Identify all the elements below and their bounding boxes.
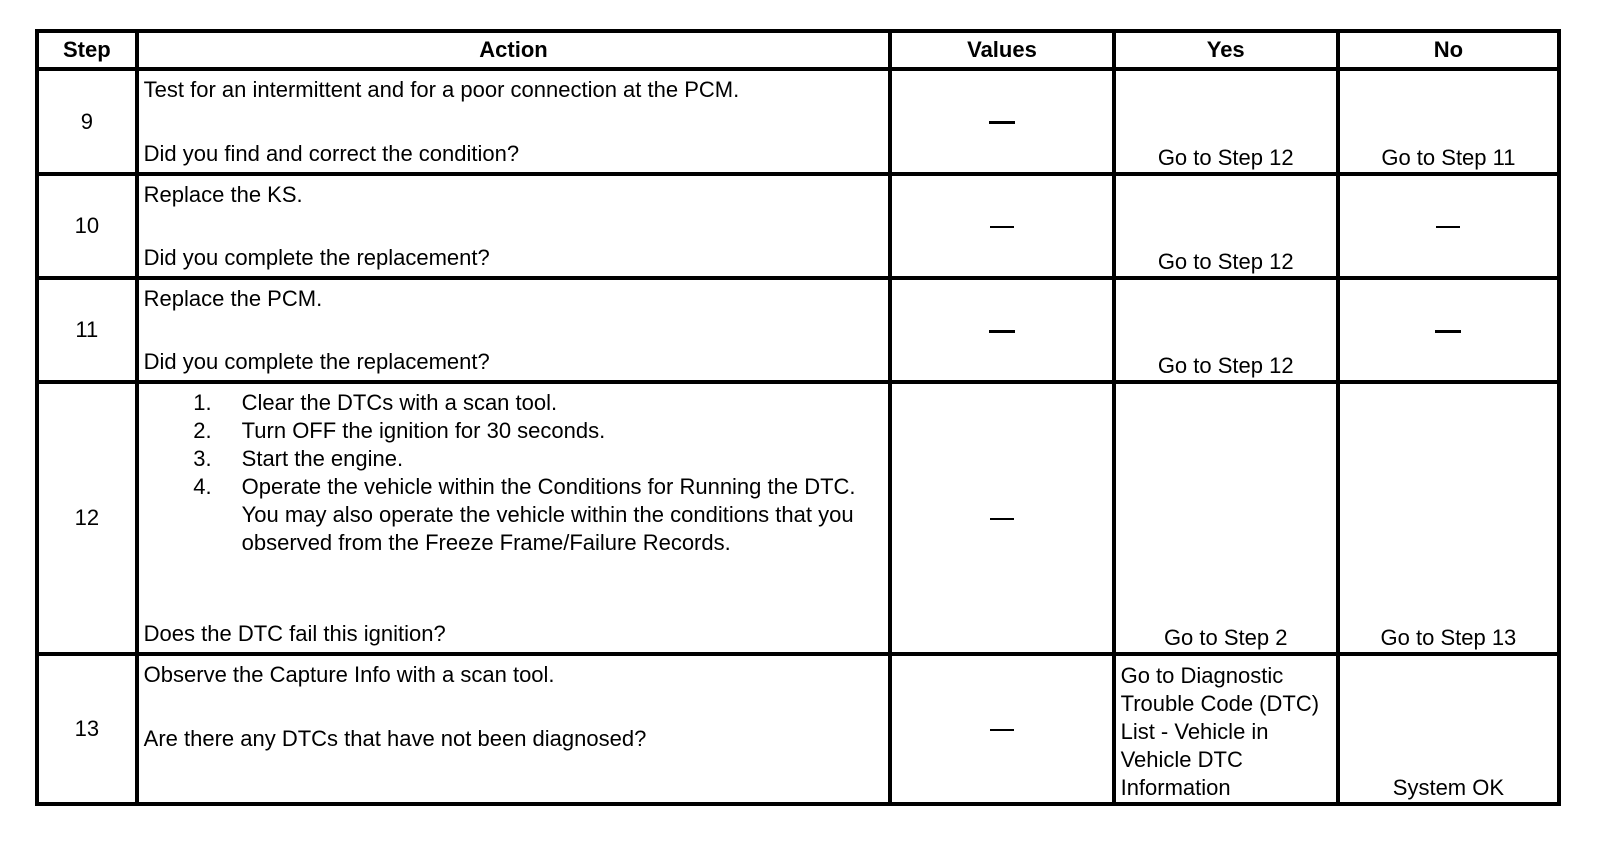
yes-cell[interactable]: Go to Step 12 <box>1114 174 1338 278</box>
no-cell[interactable]: System OK <box>1338 654 1559 804</box>
list-item-number: 4. <box>193 474 212 499</box>
action-question: Does the DTC fail this ignition? <box>143 621 446 646</box>
action-question: Did you complete the replacement? <box>143 245 490 270</box>
action-instruction: Test for an intermittent and for a poor connection at the PCM. <box>143 77 740 102</box>
value-dash <box>990 226 1014 228</box>
yes-cell[interactable]: Go to Step 2 <box>1114 382 1338 654</box>
table-row <box>37 278 1559 382</box>
action-cell <box>137 174 891 278</box>
action-question: Did you find and correct the condition? <box>143 141 520 166</box>
list-item <box>144 417 881 445</box>
values-cell <box>890 382 1113 654</box>
no-cell <box>1338 278 1559 382</box>
action-instruction: Observe the Capture Info with a scan tool. <box>143 662 555 687</box>
list-item <box>144 473 881 557</box>
yes-cell[interactable]: Go to Step 12 <box>1114 69 1338 174</box>
value-dash <box>989 121 1015 124</box>
values-cell <box>890 174 1113 278</box>
list-item-text: Operate the vehicle within the Conditions for Running the DTC. You may also operate the vehicle within the conditions that you observed from the Freeze Frame/Failure Records. <box>241 474 856 555</box>
step-number: 9 <box>37 69 137 174</box>
action-cell <box>137 278 891 382</box>
dtc-list-link[interactable]: Go to Diagnostic Trouble Code (DTC) List - Vehicle in Vehicle DTC Information <box>1120 663 1320 800</box>
value-dash <box>1435 330 1461 333</box>
values-cell <box>890 69 1113 174</box>
action-cell <box>137 654 891 804</box>
header-no: No <box>1338 31 1559 69</box>
step-number: 13 <box>37 654 137 804</box>
yes-cell[interactable] <box>1114 654 1338 804</box>
header-row <box>37 31 1559 69</box>
yes-cell[interactable]: Go to Step 12 <box>1114 278 1338 382</box>
table-row <box>37 174 1559 278</box>
step-number: 12 <box>37 382 137 654</box>
value-dash <box>1436 226 1460 228</box>
action-cell <box>137 382 891 654</box>
list-item-text: Clear the DTCs with a scan tool. <box>241 390 558 415</box>
list-item <box>144 445 881 473</box>
diagnostic-table <box>35 29 1561 806</box>
header-step: Step <box>37 31 137 69</box>
list-item-number: 3. <box>193 446 212 471</box>
spacer <box>144 689 881 725</box>
step-number: 10 <box>37 174 137 278</box>
table-row <box>37 69 1559 174</box>
action-instruction: Replace the PCM. <box>143 286 323 311</box>
header-yes: Yes <box>1114 31 1338 69</box>
value-dash <box>990 729 1014 731</box>
list-item-text: Start the engine. <box>241 446 404 471</box>
action-instruction: Replace the KS. <box>143 182 303 207</box>
header-action: Action <box>137 31 891 69</box>
action-cell <box>137 69 891 174</box>
list-item-number: 1. <box>193 390 212 415</box>
action-question: Did you complete the replacement? <box>143 349 490 374</box>
value-dash <box>990 518 1014 520</box>
list-item-number: 2. <box>193 418 212 443</box>
step-number: 11 <box>37 278 137 382</box>
no-cell[interactable]: Go to Step 13 <box>1338 382 1559 654</box>
value-dash <box>989 330 1015 333</box>
no-cell <box>1338 174 1559 278</box>
table-row <box>37 382 1559 654</box>
header-values: Values <box>890 31 1113 69</box>
action-step-list <box>144 389 881 557</box>
action-question: Are there any DTCs that have not been diagnosed? <box>143 726 647 751</box>
list-item <box>144 389 881 417</box>
values-cell <box>890 278 1113 382</box>
list-item-text: Turn OFF the ignition for 30 seconds. <box>241 418 606 443</box>
no-cell[interactable]: Go to Step 11 <box>1338 69 1559 174</box>
values-cell <box>890 654 1113 804</box>
table-row <box>37 654 1559 804</box>
